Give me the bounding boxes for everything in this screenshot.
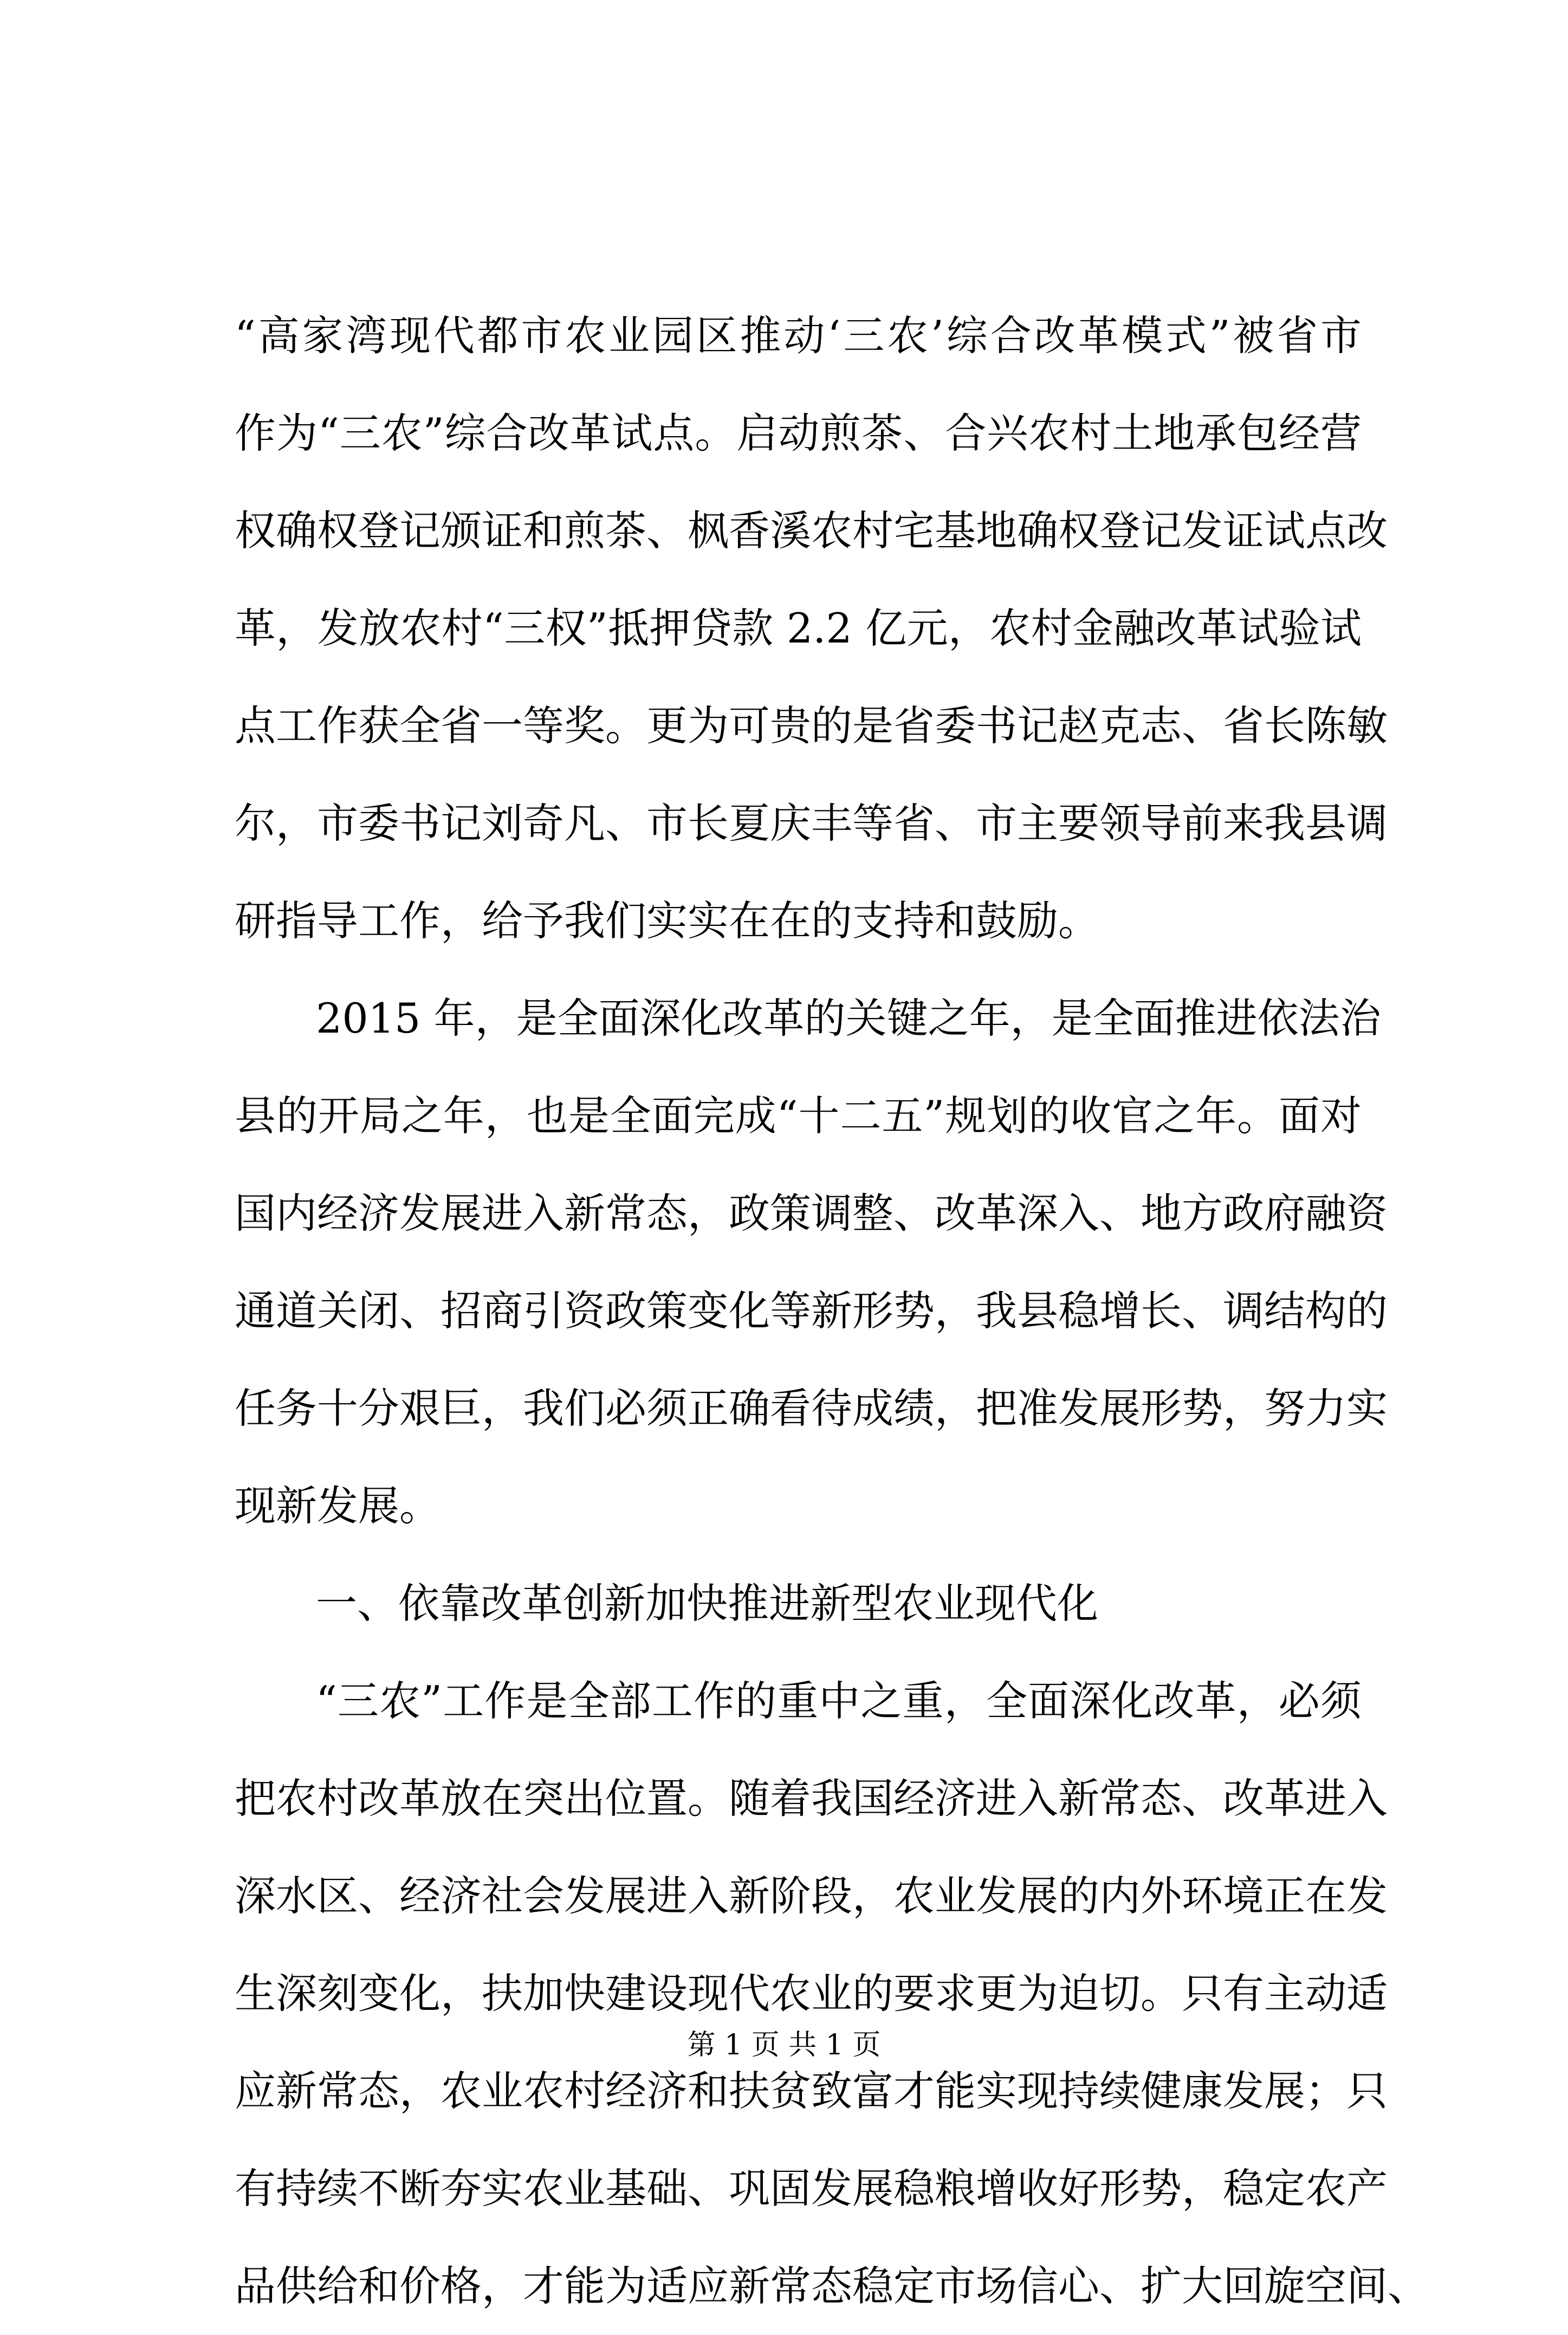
text-line: 尔，市委书记刘奇凡、市长夏庆丰等省、市主要领导前来我县调 [235,799,1388,847]
text-line: 现新发展。 [235,1482,440,1530]
section-heading: 一、依靠改革创新加快推进新型农业现代化 [316,1579,1098,1627]
text-line: 县的开局之年，也是全面完成“十二五”规划的收官之年。面对 [235,1092,1362,1140]
page-footer: 第 1 页 共 1 页 [687,2029,881,2061]
text-line: 把农村改革放在突出位置。随着我国经济进入新常态、改革进入 [235,1774,1388,1822]
text-line: “三农”工作是全部工作的重中之重，全面深化改革，必须 [316,1677,1362,1725]
text-line: 任务十分艰巨，我们必须正确看待成绩，把准发展形势，努力实 [235,1384,1388,1432]
text-line: 应新常态，农业农村经济和扶贫致富才能实现持续健康发展；只 [235,2067,1388,2115]
text-line: 国内经济发展进入新常态，政策调整、改革深入、地方政府融资 [235,1189,1388,1237]
text-line: 深水区、经济社会发展进入新阶段，农业发展的内外环境正在发 [235,1872,1388,1920]
text-line: 点工作获全省一等奖。更为可贵的是省委书记赵克志、省长陈敏 [235,702,1388,750]
text-line: 研指导工作，给予我们实实在在的支持和鼓励。 [235,897,1099,945]
text-line: 有持续不断夯实农业基础、巩固发展稳粮增收好形势，稳定农产 [235,2164,1388,2213]
text-line: 通道关闭、招商引资政策变化等新形势，我县稳增长、调结构的 [235,1287,1388,1335]
text-line: 2015 年，是全面深化改革的关键之年，是全面推进依法治 [316,994,1381,1042]
text-line: 权确权登记颁证和煎茶、枫香溪农村宅基地确权登记发证试点改 [235,507,1388,555]
text-line: “高家湾现代都市农业园区推动‘三农’综合改革模式”被省市 [235,312,1362,360]
text-line: 作为“三农”综合改革试点。启动煎茶、合兴农村土地承包经营 [235,409,1362,457]
text-line: 革，发放农村“三权”抵押贷款 2.2 亿元，农村金融改革试验试 [235,604,1362,652]
text-line: 生深刻变化，扶加快建设现代农业的要求更为迫切。只有主动适 [235,1969,1388,2018]
text-line: 品供给和价格，才能为适应新常态稳定市场信心、扩大回旋空间、 [235,2262,1429,2310]
